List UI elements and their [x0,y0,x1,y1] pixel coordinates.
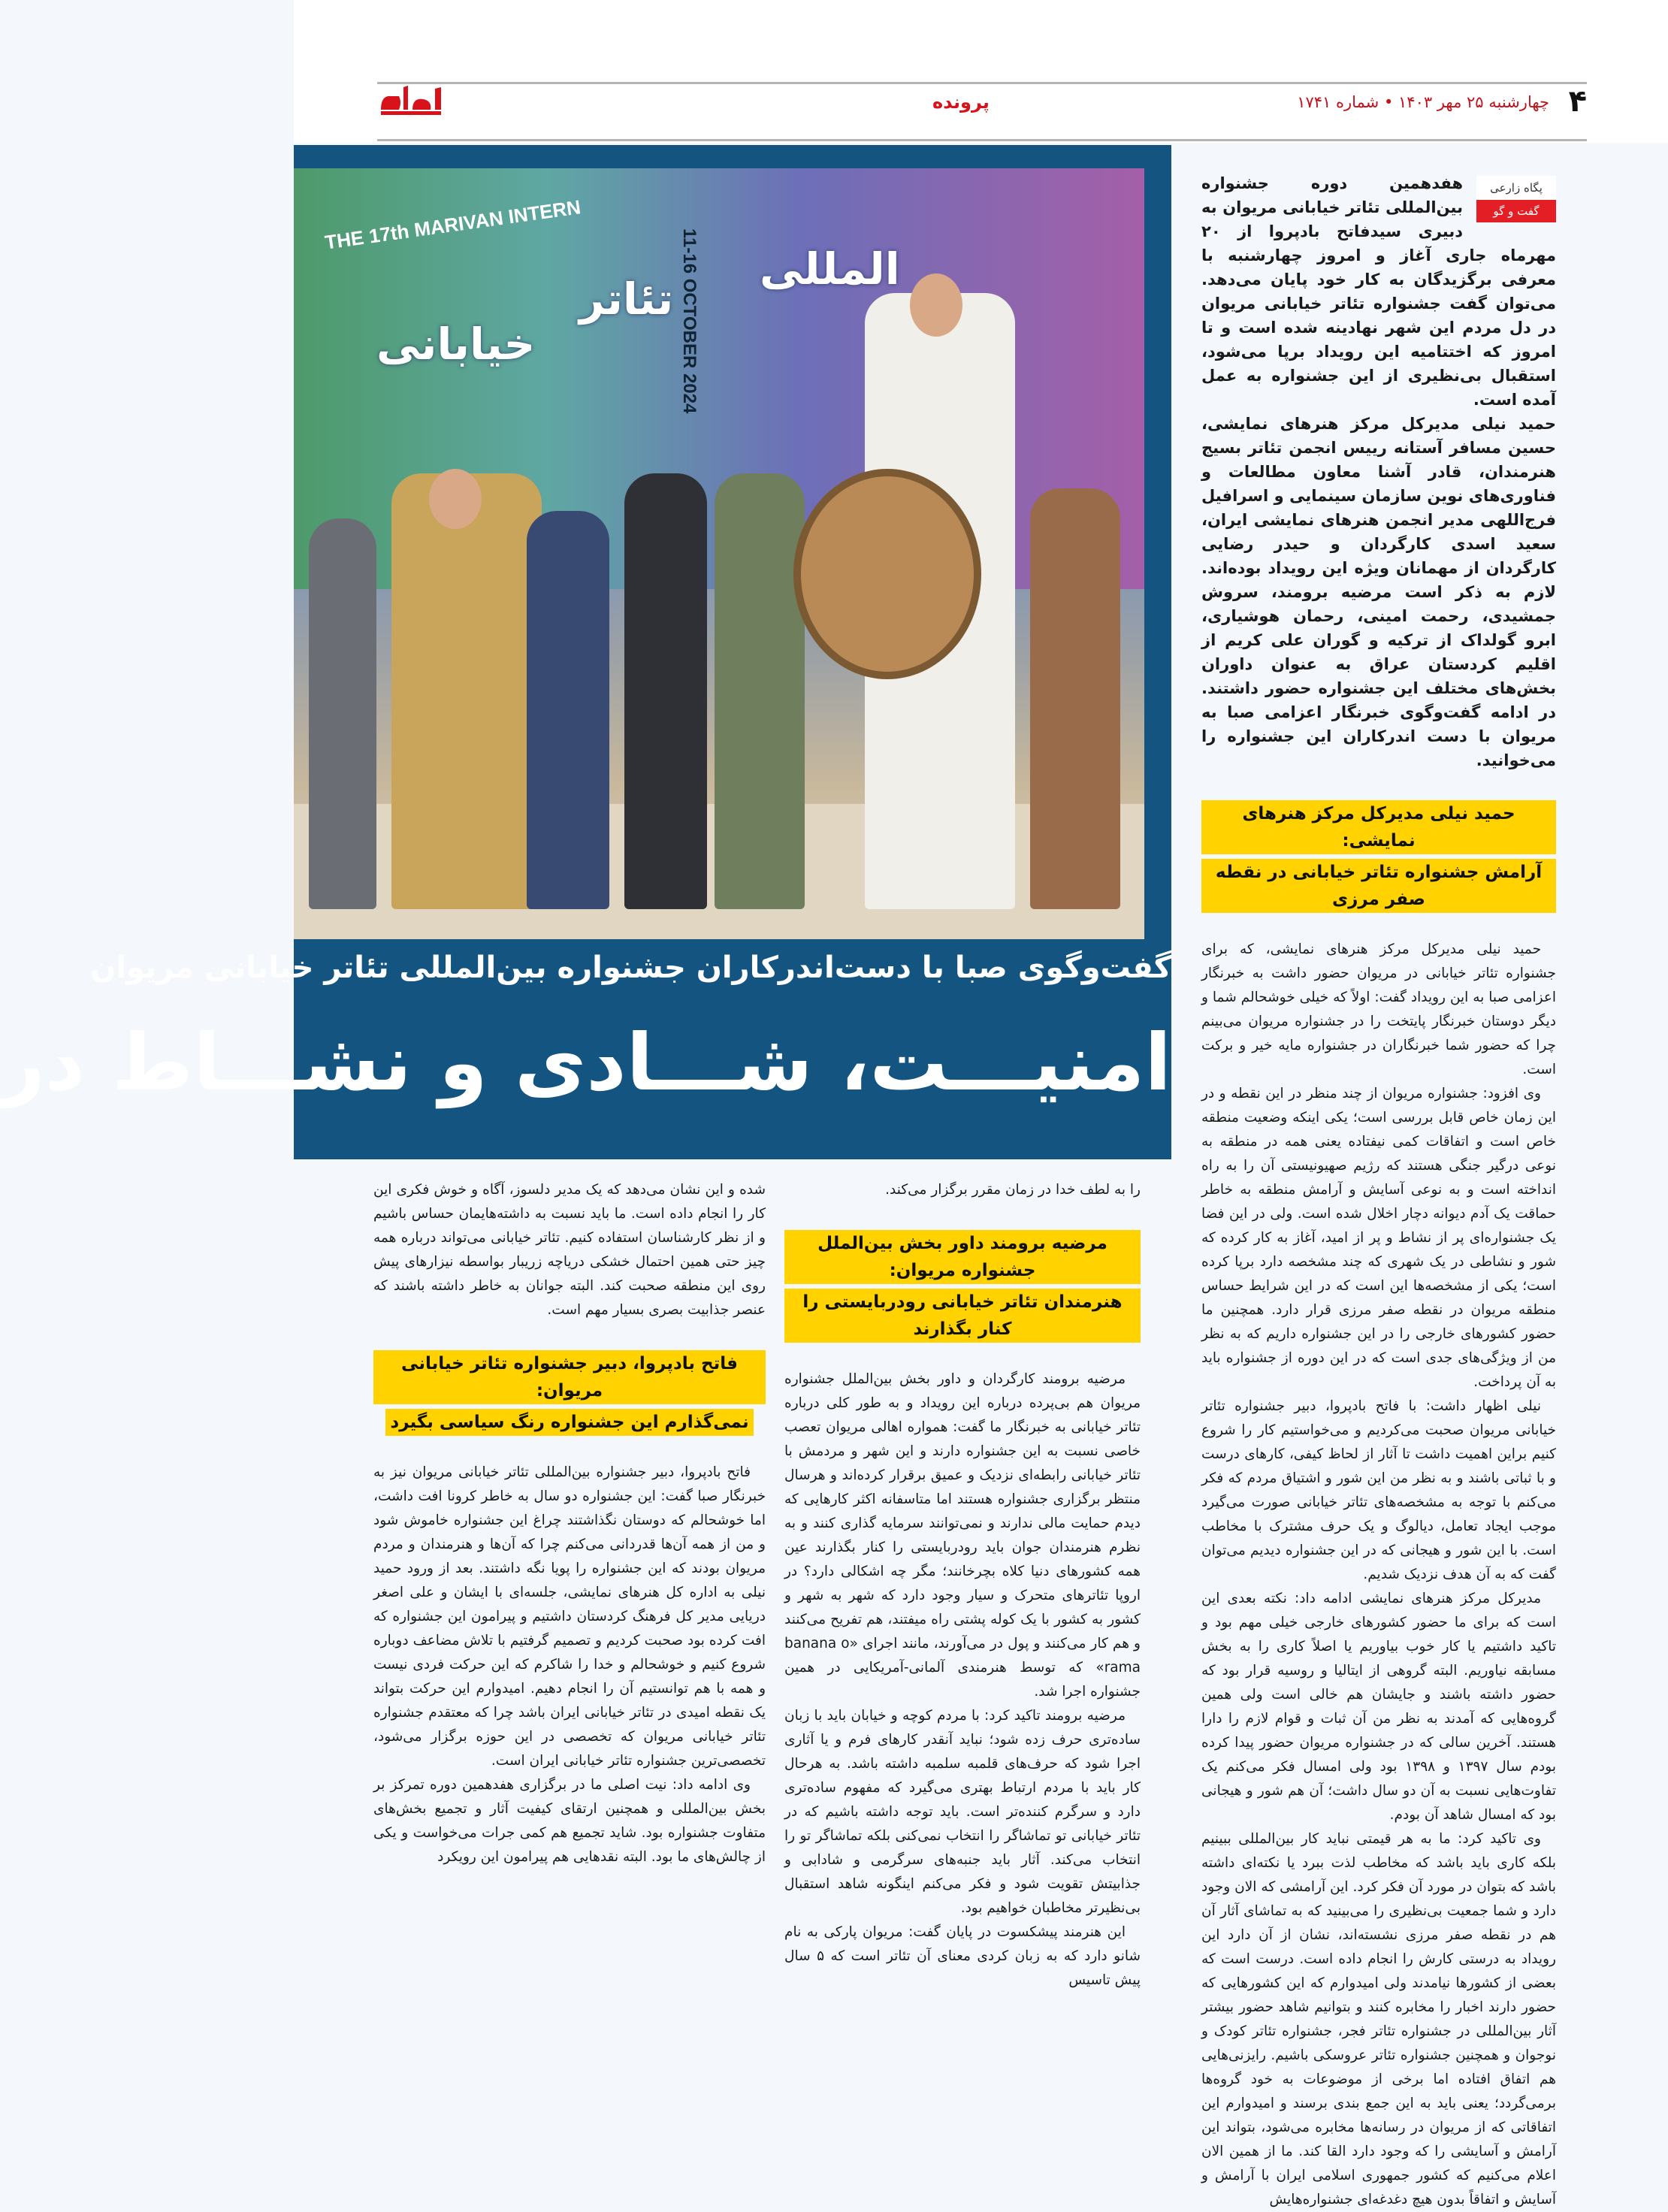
section-heading [1201,798,1556,915]
drum [793,469,981,679]
byline-author: پگاه زارعی [1476,176,1556,200]
body-paragraph: نیلی اظهار داشت: با فاتح بادپروا، دبیر جشنواره تئاتر خیابانی مریوان صحبت می‌کردیم و می‌خواستیم کار را شروع کنیم براین اهمیت داشت تا آثار از لحاظ کیفی، کارهای درست و با ثباتی باشند و به نظر من این شور و اشتیاق مردم که فکر می‌کنم با توجه به مشخصه‌های تئاتر خیابانی صورت می‌گیرد موجب ایجاد تعامل، دیالوگ و یک حرف مشترک با مخاطب است. با این شور و هیجانی که در این جشنواره دیدیم می‌توان گفت که به آن هدف نزدیک شدیم. [1201,1398,1556,1582]
intro-paragraph: حمید نیلی مدیرکل مرکز هنرهای نمایشی، حسین مسافر آستانه رییس انجمن تئاتر بسیج هنرمندان، قادر آشنا معاون مطالعات و فناوری‌های نوین سازمان سینمایی و اسرافیل فرج‌اللهی مدیر انجمن هنرهای نمایشی ایران، سعید اسدی کارگردان و حیدر رضایی کارگردان از مهمانان ویژه این رویداد بوده‌اند. لازم به ذکر است مرضیه برومند، سروش جمشیدی، رحمت امینی، رحمان هوشیاری، ابرو گولداک از ترکیه و گوران علی کریم از اقلیم کردستان عراق به عنوان داوران بخش‌های مختلف این جشنواره حضور داشتند. در ادامه گفت‌وگوی خبرنگار اعزامی صبا به مریوان با دست اندرکاران این جشنواره را می‌خوانید. [1201,415,1556,769]
performer-figure [527,511,609,909]
feature-headline: امنیـــت، شـــادی و نشـــاط در [0,1017,1171,1108]
section-heading-line: هنرمندان تئاتر خیابانی رودربایستی را کنار بگذارند [784,1289,1141,1343]
banner-date: 11-16 OCTOBER 2024 [679,228,700,414]
intro-paragraph: هفدهمین دوره جشنواره بین‌المللی تئاتر خیابانی مریوان به دبیری سیدفاتح بادپروا از ۲۰ مهرماه جاری آغاز و امروز چهارشنبه با معرفی برگزیدگان به کار خود پایان می‌دهد. می‌توان گفت جشنواره تئاتر خیابانی مریوان در دل مردم این شهر نهادینه شده است و تا امروز که اختتامیه این رویداد برپا می‌شود، استقبال بی‌نظیری از این جشنواره به عمل آمده است. [1201,174,1556,409]
banner-word: المللی [760,243,900,295]
body-paragraph: مرضیه برومند تاکید کرد: با مردم کوچه و خیابان باید با زبان ساده‌تری حرف زده شود؛ نباید آنقدر کارهای فرم و یا آثاری اجرا شود که حرف‌های قلمبه سلمبه داشته باشد. به هرحال کار باید با مردم ارتباط بهتری می‌گیرد که مفهوم ساده‌تری دارد و سرگرم کننده‌تر است. باید توجه داشته باشیم که در تئاتر خیابانی تو تماشاگر را انتخاب نمی‌کنی بلکه تماشاگر تو را انتخاب می‌کند. آثار باید جنبه‌های سرگرمی و شادابی و جذابیتش تقویت شود و فکر می‌کنم اینگونه شاهد استقبال بی‌نظیرتر مخاطبان خواهیم بود. [784,1708,1141,1916]
banner-word: خیابانی [376,319,536,370]
carryover-text: شده و این نشان می‌دهد که یک مدیر دلسوز، آگاه و خوش فکری این کار را انجام داده است. ما باید نسبت به داشته‌هایمان حساس باشیم و از نظر کارشناسان استفاده کنیم. تئاتر خیابانی می‌تواند درباره همه چیز حتی همین احتمال خشکی دریاچه زریبار بواسطه نیزارهای پیش روی این منطقه صحبت کند. البته جوانان به خاطر داشته باشند که عنصر جذابیت بصری بسیار مهم است. [373,1182,766,1318]
saba-logo [376,80,446,125]
section-heading-line: فاتح بادپروا، دبیر جشنواره تئاتر خیابانی مریوان: [373,1350,766,1404]
banner-english-text: THE 17th MARIVAN INTERN [323,195,582,254]
byline-tag: گفت و گو [1476,200,1556,222]
page-number: ۴ [1568,84,1587,119]
body-paragraph: وی تاکید کرد: ما به هر قیمتی نباید کار بین‌المللی ببینیم بلکه کاری باید باشد که مخاطب لذت ببرد یا نکته‌ای داشته باشد که بتوان در مورد آن فکر کرد. این آرامشی که الان وجود دارد و شما جمعیت بی‌نظیری را می‌بینید که به تماشای آثار آن هم در نقطه صفر مرزی نشسته‌اند، نشان از آن دارد این رویداد به درستی کارش را انجام داده است. درست است که بعضی از کشورها نیامدند ولی امیدوارم که این کشورهایی که حضور دارند اخبار را مخابره کنند و بتوانیم شاهد حضور بیشتر آثار بین‌المللی در جشنواره تئاتر فجر، جشنواره تئاتر کودک و نوجوان و همچنین جشنواره تئاتر عروسکی باشیم. رایزنی‌هایی هم اتفاق افتاده اما برخی از موضوعات به خود گروه‌ها برمی‌گردد؛ یعنی باید به این جمع بندی برسند و امیدوارم این اتفاقاتی که از مریوان در رسانه‌ها مخابره می‌شود، بتواند این آرامش و آسایشی را که وجود دارد القا کند. ما از همین الان اعلام می‌کنیم که کشور جمهوری اسلامی ایران با آرامش و آسایش و اتفاقاً بدون هیچ دغدغه‌ای جشنواره‌هایش [1201,1831,1556,2207]
section-label: پرونده [932,92,990,113]
byline-box [1476,176,1556,222]
left-column [373,1178,766,1869]
body-paragraph: حمید نیلی مدیرکل مرکز هنرهای نمایشی، که برای جشنواره تئاتر خیابانی در مریوان حضور داشت به خبرنگار اعزامی صبا به این رویداد گفت: اولاً که خیلی خوشحالم شما و دیگر دوستان خبرنگار پایتخت را در جشنواره مریوان می‌بینم چرا که حضور شما خبرنگاران در جشنواره مایه خیر و برکت است. [1201,941,1556,1077]
section-heading-line: آرامش جشنواره تئاتر خیابانی در نقطه صفر مرزی [1201,859,1556,913]
section-heading-line: مرضیه برومند داور بخش بین‌الملل جشنواره مریوان: [784,1230,1141,1284]
body-paragraph: این هنرمند پیشکسوت در پایان گفت: مریوان پارکی به نام شانو دارد که به زبان کردی معنای آن تئاتر است که ۵ سال پیش تاسیس [784,1924,1141,1988]
carryover-text: را به لطف خدا در زمان مقرر برگزار می‌کند. [885,1182,1141,1198]
performer-head [429,469,482,529]
performer-figure [1030,488,1120,909]
body-paragraph: فاتح بادپروا، دبیر جشنواره بین‌المللی تئاتر خیابانی مریوان نیز به خبرنگار صبا گفت: این جشنواره دو سال به خاطر کرونا افت داشت، اما خوشحالم که دوستان نگذاشتند چراغ این جشنواره خاموش شود و من از همه آن‌ها قدردانی می‌کنم چرا که آن‌ها و هنرمندان و مردم مریوان بودند که این جشنواره را پویا نگه داشتند. بعد از ورود حمید نیلی به اداره کل هنرهای نمایشی، جلسه‌ای با ایشان و علی اصغر دریایی مدیر کل فرهنگ کردستان داشتیم و پیرامون این جشنواره که افت کرده بود صحبت کردیم و تصمیم گرفتیم با تلاش مضاعف دوباره شروع کنیم و خوشحالم و خدا را شاکرم که این حرکت فردی نیست و همه با هم توانستیم آن را انجام دهیم. امیدوارم این حرکت بتواند یک نقطه امیدی در تئاتر خیابانی ایران باشد چرا که معتقدم جشنواره تئاتر خیابانی مریوان که تخصصی در این حوزه برگزار می‌شود، تخصصی‌ترین جشنواره تئاتر خیابانی ایران است. [373,1464,766,1769]
body-paragraph: وی افزود: جشنواره مریوان از چند منظر در این نقطه و در این زمان خاص قابل بررسی است؛ یکی اینکه وضعیت منطقه خاص است و اتفاقات کمی نیفتاده یعنی همه در منطقه به نوعی درگیر جنگی هستند که رژیم صهیونیستی آن را به راه انداخته است و به نوعی آسایش و آرامش منطقه به خاطر حماقت یک آدم دیوانه دچار اخلال شده است. ولی در این فضا یک جشنواره‌ای پر از نشاط و پر از امید، آغاز به کار کرده که شور و نشاطی در یک شهری که چند مشخصه دارد برپا کرده است؛ یکی از مشخصه‌ها این است که در این شرایط حساس منطقه مریوان در نقطه صفر مرزی قرار دارد. همچنین ما حضور کشورهای خارجی را در این جشنواره داریم که به نظر من از ویژگی‌های جدی است که در این دوره از جشنواره باید به آن پرداخت. [1201,1086,1556,1390]
section-heading-line: نمی‌گذارم این جشنواره رنگ سیاسی بگیرد [385,1409,753,1436]
body-paragraph: مدیرکل مرکز هنرهای نمایشی ادامه داد: نکته بعدی این است که برای ما حضور کشورهای خارجی خیلی مهم بود و تاکید داشتیم یا کار خوب بیاوریم یا اصلاً کاری را به بخش مسابقه نیاوریم. البته گروهی از ایتالیا و روسیه قرار بود که حضور داشته باشند و جایشان هم خالی است ولی همین گروه‌هایی که آمدند به نظر من آن ثبات و قوام لازم را دارا هستند. آخرین سالی که در جشنواره مریوان حضور پیدا کرده بودم سال ۱۳۹۷ و ۱۳۹۸ بود ولی امسال فکر می‌کنم یک تفاوت‌هایی نسبت به آن دو سال داشت؛ آن هم شور و هیجانی بود که امسال شاهد آن بودم. [1201,1591,1556,1823]
performer-figure [715,473,805,909]
middle-column [784,1178,1141,1993]
section-heading [373,1348,766,1438]
header-top-rule [377,82,1587,84]
right-column [1201,171,1556,2212]
feature-kicker: گفت‌وگوی صبا با دست‌اندرکاران جشنواره بین‌المللی تئاتر خیابانی مریوان [90,950,1171,985]
performer-figure [391,473,542,909]
feature-panel [0,145,1171,1159]
banner-word: تئاتر [579,273,674,325]
body-paragraph: وی ادامه داد: نیت اصلی ما در برگزاری هفدهمین دوره تمرکز بر بخش بین‌المللی و همچنین ارتقای کیفیت آثار و تجمیع بخش‌های متفاوت جشنواره بود. شاید تجمیع هم کمی جرات می‌خواست و یکی از چالش‌های ما بود. البته نقدهایی هم پیرامون این رویکرد [373,1777,766,1865]
section-heading [784,1228,1141,1345]
section-heading-line: حمید نیلی مدیرکل مرکز هنرهای نمایشی: [1201,800,1556,854]
performer-head [910,273,962,337]
performer-figure [309,518,376,909]
issue-dateline: چهارشنبه ۲۵ مهر ۱۴۰۳ • شماره ۱۷۴۱ [1297,93,1549,111]
festival-photo [294,168,1144,939]
performer-figure [624,473,707,909]
body-paragraph: مرضیه برومند کارگردان و داور بخش بین‌الملل جشنواره مریوان هم بی‌پرده درباره این رویداد و به طور کلی درباره تئاتر خیابانی به خبرنگار ما گفت: همواره اهالی مریوان تعصب خاصی نسبت به این جشنواره دارند و این شهر و مردمش با تئاتر خیابانی رابطه‌ای نزدیک و عمیق برقرار کرده‌اند و هرسال منتظر برگزاری جشنواره هستند اما متاسفانه اکثر کارهایی که دیدم حمایت مالی ندارند و نمی‌توانند سرمایه گذاری کنند و به نظرم هنرمندان جوان باید رودربایستی را کنار بگذارند عین همه کشورهای دنیا کلاه بچرخانند؛ مگر چه اشکالی دارد؟ در اروپا تئاترهای متحرک و سیار وجود دارد که شهر به شهر و کشور به کشور با یک کوله پشتی راه میفتند، هم تفریح می‌کنند و هم کار می‌کنند و پول در می‌آورند، مانند اجرای «banana o rama» که توسط هنرمندی آلمانی-آمریکایی در همین جشنواره اجرا شد. [784,1371,1141,1700]
page-header [294,0,1668,143]
header-bottom-rule [377,139,1587,141]
